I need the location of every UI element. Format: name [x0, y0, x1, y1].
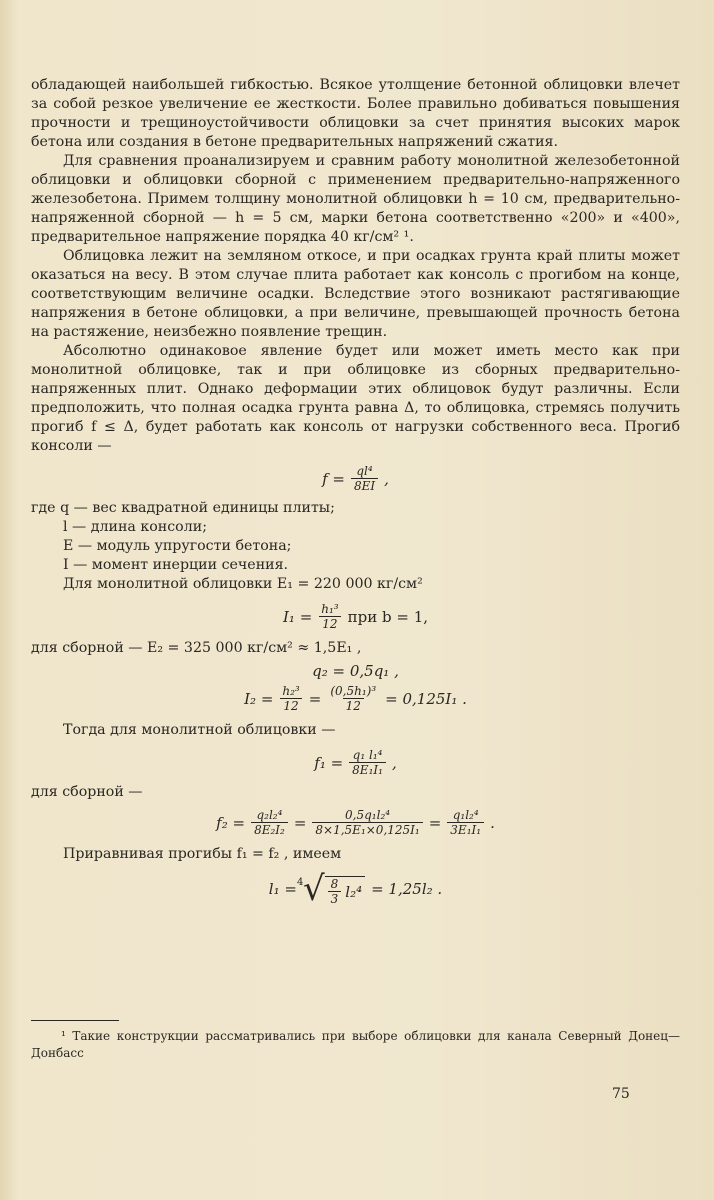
fraction-denominator: 8E₁I₁ [349, 762, 386, 777]
definitions-list [31, 499, 680, 575]
radicand [325, 876, 365, 906]
radical-sign: 4 √ [303, 872, 325, 906]
then-line: Тогда для монолитной облицовки — [63, 722, 336, 738]
formula-deflection-prefab [31, 808, 680, 837]
fraction-denominator: 12 [319, 616, 340, 631]
fraction [312, 808, 422, 837]
paragraph-3: Облицовка лежит на земляном откосе, и при осадках грунта край плиты может оказаться на весу. В этом случае плита работает как консоль с прогибом на конце, соответствующим величине осадки. Вследствие этого возникают растягивающие напряжения в бетоне облицовки, а при величине, превышающей прочность бетона на растяжение, неизбежно появление трещин. [31, 248, 680, 340]
fraction [327, 684, 379, 713]
fraction-numerator: ql⁴ [356, 464, 373, 478]
footnote: ¹ Такие конструкции рассматривались при выборе облицовки для канала Северный Донец—Донбасс [31, 1029, 680, 1060]
fraction [349, 748, 386, 777]
radical [296, 869, 365, 909]
formula-lhs: I₂ = [244, 689, 274, 708]
formula-lhs: f = [322, 469, 345, 488]
fraction-numerator: q₁l₂⁴ [452, 808, 479, 822]
paragraph-1: обладающей наибольшей гибкостью. Всякое утолщение бетонной облицовки влечет за собой резкое увеличение ее жесткости. Более правильно добиваться повышения прочности и трещиноустойчивости облицовки за счет принятия высоких марок бетона или создания в бетоне предварительных напряжений сжатия. [31, 77, 680, 150]
fraction-numerator: (0,5h₁)³ [330, 684, 377, 698]
formula-equals: = [308, 689, 322, 708]
fraction-denominator: 8EI [351, 478, 378, 493]
equate-line: Приравнивая прогибы f₁ = f₂ , имеем [63, 846, 342, 862]
radicand-term: l₂⁴ [345, 882, 363, 901]
definition-item: l — длина консоли; [63, 519, 207, 535]
fraction [318, 602, 341, 631]
formula-lhs: f₂ = [216, 813, 246, 832]
fraction-numerator: 0,5q₁l₂⁴ [345, 808, 391, 822]
page-number: 75 [612, 1086, 630, 1102]
fraction-denominator: 12 [343, 698, 364, 713]
fraction [351, 464, 378, 493]
formula-deflection [31, 464, 680, 493]
formula-tail: при b = 1, [347, 607, 429, 626]
fraction [447, 808, 484, 837]
formula-tail: = 1,25l₂ . [371, 880, 443, 898]
fraction-numerator: q₂l₂⁴ [256, 808, 283, 822]
formula-lhs: I₁ = [282, 607, 313, 626]
monolithic-line: Для монолитной облицовки E₁ = 220 000 кг/см² [63, 576, 423, 592]
formula-tail: = 0,125I₁ . [385, 689, 467, 708]
formula-equals: = [428, 813, 442, 832]
fraction-denominator: 8×1,5E₁×0,125I₁ [312, 822, 422, 837]
radical-index: 4 [296, 877, 304, 888]
definition-item: I — момент инерции сечения. [63, 557, 289, 573]
formula-tail: , [384, 469, 389, 488]
fraction-denominator: 12 [280, 698, 301, 713]
formula-inertia-2 [31, 684, 680, 713]
prefab-line-2: для сборной — [31, 784, 143, 800]
formula-tail: . [490, 813, 495, 832]
formula-length-ratio [31, 869, 680, 909]
definition-item: E — модуль упругости бетона; [63, 538, 292, 554]
formula-text: q₂ = 0,5q₁ , [312, 662, 399, 680]
text-column [31, 76, 680, 909]
fraction [251, 808, 288, 837]
paragraph-2: Для сравнения проанализируем и сравним работу монолитной железобетонной облицовки и облицовки сборной с применением предварительно-напряженного железобетона. Примем толщину монолитной облицовки h = 10 см, предварительно-напряженной сборной — h = 5 см, марки бетона соответственно «200» и «400», предварительное напряжение порядка 40 кг/см² ¹. [31, 153, 680, 245]
fraction [328, 877, 342, 906]
fraction-numerator: h₂³ [282, 684, 300, 698]
prefab-line: для сборной — E₂ = 325 000 кг/см² ≈ 1,5E₁ , [31, 640, 362, 656]
fraction-numerator: h₁³ [321, 602, 339, 616]
fraction-denominator: 8E₂I₂ [251, 822, 288, 837]
definition-item: где q — вес квадратной единицы плиты; [31, 500, 335, 516]
paragraph-4: Абсолютно одинаковое явление будет или может иметь место как при монолитной облицовке, так и при облицовке из сборных предварительно-напряженных плит. Однако деформации этих облицовок будут различны. Если предположить, что полная осадка грунта равна Δ, то облицовка, стремясь получить прогиб f ≤ Δ, будет работать как консоль от нагрузки собственного веса. Прогиб консоли — [31, 343, 680, 454]
formula-tail: , [391, 753, 397, 772]
formula-lhs: f₁ = [314, 753, 344, 772]
footnote-rule [31, 1020, 119, 1021]
formula-lhs: l₁ = [268, 880, 297, 898]
formula-inertia-1 [31, 602, 680, 631]
fraction [279, 684, 302, 713]
formula-deflection-monolithic [31, 748, 680, 777]
formula-load [31, 662, 680, 680]
formula-equals: = [293, 813, 307, 832]
fraction-numerator: q₁ l₁⁴ [352, 748, 383, 762]
fraction-denominator: 3 [328, 891, 342, 906]
fraction-numerator: 8 [330, 877, 339, 891]
fraction-denominator: 3E₁I₁ [447, 822, 484, 837]
